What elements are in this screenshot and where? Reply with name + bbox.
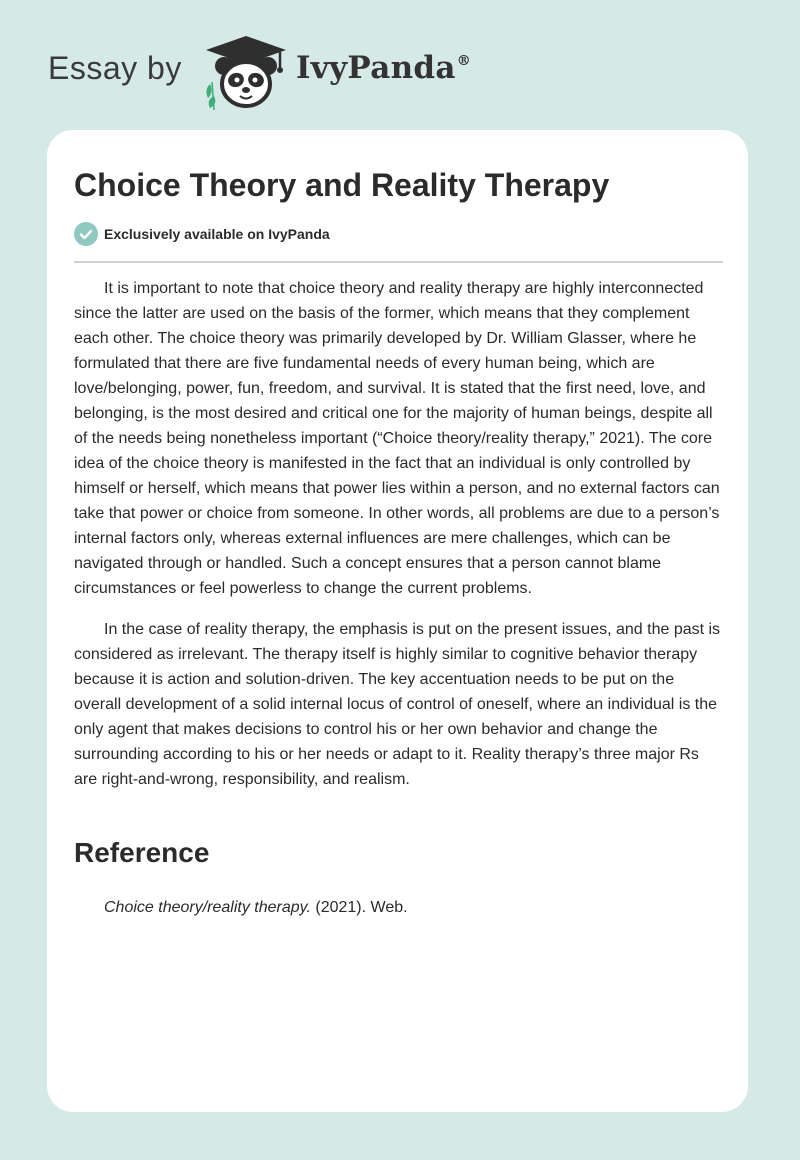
paragraph-2: In the case of reality therapy, the emphasis is put on the present issues, and the past is considered as irrelevant. The therapy itself is highly similar to cognitive behavior therapy because it is action and solution-driven. The key accentuation needs to be put on the overall development of a solid internal locus of control of oneself, where an individual is the only agent that makes decisions to control his or her own behavior and change the surrounding according to his or her needs or adapt to it. Reality therapy’s three major Rs are right-and-wrong, responsibility, and realism. bbox=[74, 621, 721, 788]
page-title: Choice Theory and Reality Therapy bbox=[74, 167, 610, 203]
paragraph-1: It is important to note that choice theory and reality therapy are highly interconnected since the latter are used on the basis of the former, which means that they complement each other. The choice theory was primarily developed by Dr. William Glasser, where he formulated that there are five fundamental needs of every human being, which are love/belonging, power, fun, freedom, and survival. It is stated that the first need, love, and belonging, is the most desired and critical one for the majority of human beings, despite all of the needs being nonetheless important (“Choice theory/reality therapy,” 2021). The core idea of the choice theory is manifested in the fact that an individual is only controlled by himself or herself, which means that power lies within a person, and no external factors can take that power or choice from someone. In other words, all problems are due to a person’s internal factors only, whereas external influences are mere challenges, which can be navigated through or handled. Such a concept ensures that a person cannot blame circumstances or feel powerless to change the current problems. bbox=[74, 280, 720, 597]
check-circle-icon bbox=[74, 222, 98, 246]
panda-graduation-cap-icon[interactable] bbox=[200, 34, 292, 112]
exclusive-badge-label: Exclusively available on IvyPanda bbox=[104, 226, 330, 242]
site-header bbox=[0, 0, 800, 130]
reference-title: Choice theory/reality therapy. bbox=[104, 899, 311, 916]
reference-entry bbox=[104, 895, 408, 920]
essay-card bbox=[47, 130, 748, 1112]
divider bbox=[74, 261, 723, 263]
essay-body bbox=[74, 276, 724, 808]
reference-details: (2021). Web. bbox=[310, 899, 408, 916]
registered-mark: ® bbox=[456, 52, 472, 69]
brand-logo-text[interactable]: IvyPanda® bbox=[296, 50, 472, 86]
essay-by-label: Essay by bbox=[48, 50, 182, 86]
reference-heading: Reference bbox=[74, 837, 210, 868]
exclusive-badge bbox=[74, 222, 330, 246]
